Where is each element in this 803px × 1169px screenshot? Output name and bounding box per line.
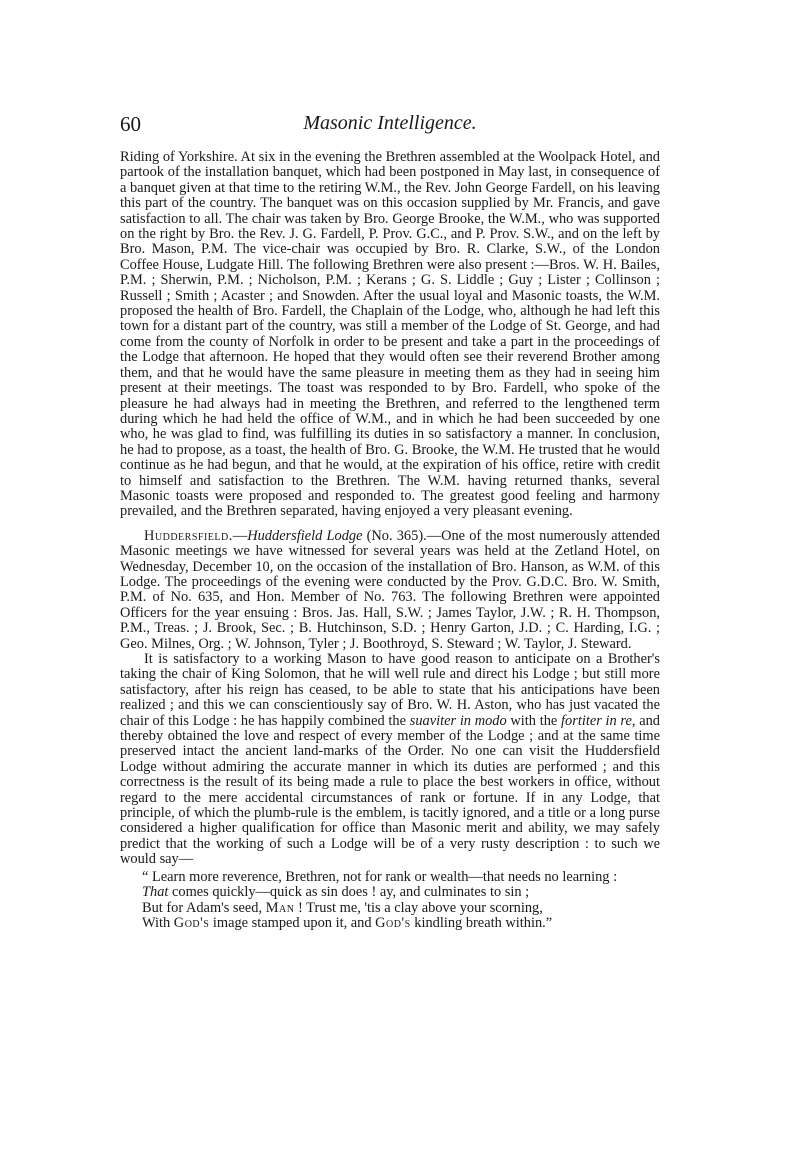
text-run: with the <box>506 712 562 729</box>
paragraph-text: (No. 365).—One of the most numerously attended Masonic meetings we have witnessed for several years was held at the Zetland Hotel, on Wednesday, December 10, on the occasion of the installation of Bro. Hanson, as W.M. of this Lodge. The proceedings of the evening were conducted by the Prov. G.D.C. Bro. W. Smith, P.M. of No. 635, and Hon. Member of No. 763. The following Brethren were appointed Officers for the year ensuing : Bros. Jas. Hall, S.W. ; James Taylor, J.W. ; R. H. Thompson, P.M., Treas. ; J. Brook, Sec. ; B. Hutchinson, S.D. ; Henry Garton, J.D. ; C. Harding, I.G. ; Geo. Milnes, Org. ; W. Johnson, Tyler ; J. Boothroyd, S. Steward ; W. Taylor, J. Steward. <box>120 527 660 652</box>
place-heading: Huddersfield. <box>144 527 233 544</box>
text-run: comes quickly—quick as sin does ! ay, and culminates to sin ; <box>168 884 530 901</box>
text-run: , and thereby obtained the love and respect of every member of the Lodge ; and at the same time preserved intact the ancient land-marks of the Order. No one can visit the Huddersfield Lodge without admiring the accurate manner in which its duties are performed ; and this correctness is the result of its being made a rule to place the best workers in office, without regard to the mere accidental circumstances of rank or fortune. If in any Lodge, that principle, of which the plumb-rule is the emblem, is tacitly ignored, and a title or a long purse considered a higher qualification for office than Masonic merit and ability, we may safely predict that the working of such a Lodge will be of a very rusty description : to such we would say— <box>120 712 660 868</box>
lodge-name: Huddersfield Lodge <box>247 527 363 544</box>
text-run: image stamped upon it, and <box>209 914 376 931</box>
page-header <box>120 112 660 138</box>
text-run: But for Adam's seed, <box>142 899 266 916</box>
verse-line <box>120 901 660 916</box>
article-body <box>120 150 660 931</box>
verse-quote <box>120 870 660 932</box>
small-caps-word: God's <box>375 914 411 931</box>
running-title: Masonic Intelligence. <box>303 112 477 134</box>
text-run: With <box>142 914 174 931</box>
text-run: It is satisfactory to a working Mason to have good reason to anticipate on a Brother's taking the chair of King Solomon, that he will well rule and direct his Lodge ; but still more satisfactory, after his reign has ceased, to be able to state that his anticipations have been realized ; and this we can conscientiously say of Bro. W. H. Aston, who has just vacated the chair of this Lodge : he has happily combined the <box>120 651 660 729</box>
verse-line <box>120 885 660 900</box>
paragraph-york-lodge: Riding of Yorkshire. At six in the evening the Brethren assembled at the Woolpack Hotel, and partook of the installation banquet, which had been postponed in May last, in consequence of a banquet given at that time to the retiring W.M., the Rev. John George Fardell, on his leaving this part of the country. The banquet was on this occasion supplied by Mr. Francis, and gave satisfaction to all. The chair was taken by Bro. George Brooke, the W.M., who was supported on the right by Bro. the Rev. J. G. Fardell, P. Prov. G.C., and P. Prov. S.W., and on the left by Bro. Mason, P.M. The vice-chair was occupied by Bro. R. Clarke, S.W., of the London Coffee House, Ludgate Hill. The following Brethren were also present :—Bros. W. H. Bailes, P.M. ; Sherwin, P.M. ; Nicholson, P.M. ; Kerans ; G. S. Liddle ; Guy ; Lister ; Collinson ; Russell ; Smith ; Acaster ; and Snowden. After the usual loyal and Masonic toasts, the W.M. proposed the health of Bro. Fardell, the Chaplain of the Lodge, who, although he had left this town for a distant part of the country, was still a member of the Lodge of St. George, and had come from the county of Norfolk in order to be present and take a part in the proceedings of the Lodge that afternoon. He hoped that they would often see their reverend Brother among them, and that he would have the same pleasure in meeting them as they had in seeing him present at their meetings. The toast was responded to by Bro. Fardell, who spoke of the pleasure he had always had in meeting the Brethren, and referred to the lengthened term during which he had held the office of W.M., and in which he had been succeeded by one who, he was glad to find, was fulfilling its duties in so satisfactory a manner. In conclusion, he had to propose, as a toast, the health of Bro. G. Brooke, the W.M. He trusted that he would continue as he had begun, and that he would, at the expiration of his office, retire with credit to himself and satisfaction to the Brethren. The W.M. having returned thanks, several Masonic toasts were proposed and responded to. The greatest good feeling and harmony prevailed, and the Brethren separated, having enjoyed a very pleasant evening. <box>120 149 660 520</box>
text-run: “ Learn more reverence, Brethren, not for rank or wealth—that needs no learning : <box>142 868 618 885</box>
text-run: kindling breath within.” <box>410 914 553 931</box>
paragraph-working-mason <box>120 652 660 868</box>
small-caps-word: God's <box>173 914 210 931</box>
page-number: 60 <box>120 112 141 136</box>
latin-phrase: suaviter in modo <box>409 712 507 729</box>
text-run: ! Trust me, 'tis a clay above your scorning, <box>294 899 543 916</box>
latin-phrase: fortiter in re <box>561 712 632 729</box>
paragraph-huddersfield <box>120 529 660 652</box>
dash: — <box>232 527 248 544</box>
verse-line <box>120 870 660 885</box>
small-caps-word: Man <box>265 899 295 916</box>
italic-word: That <box>142 884 169 901</box>
verse-line <box>120 916 660 931</box>
